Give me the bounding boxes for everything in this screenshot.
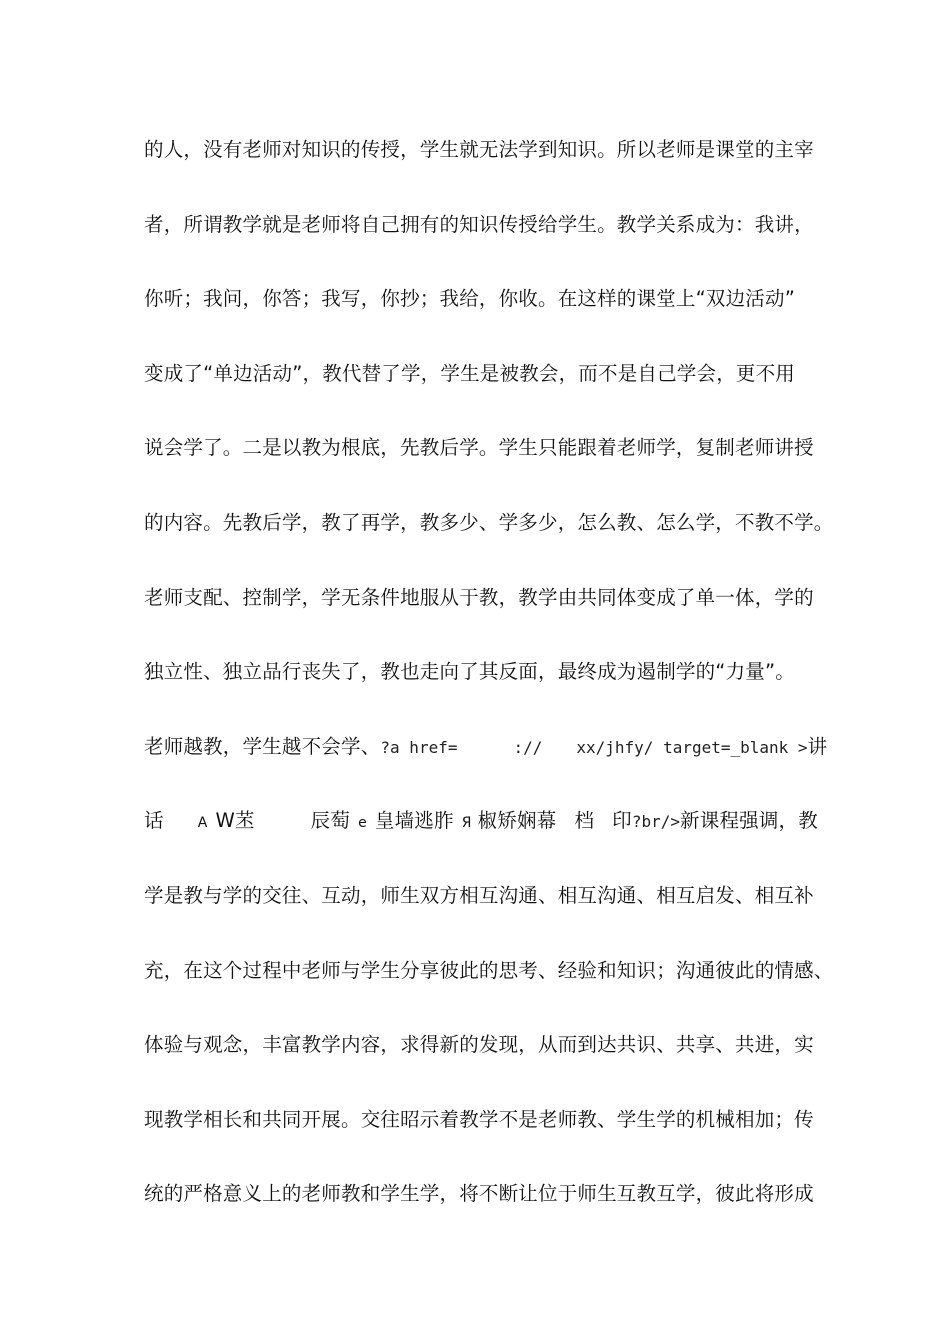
garbled-code: ?a href= bbox=[380, 737, 458, 757]
text-line: 变成了“单边活动”，教代替了学，学生是被教会，而不是自己学会，更不用 bbox=[144, 361, 796, 385]
garbled-prefix: 老师越教，学生越不会学、 bbox=[144, 734, 381, 758]
garbled-seg: W苤 bbox=[215, 809, 255, 833]
garbled-seg: 档 bbox=[574, 809, 595, 833]
garbled-seg: 辰萄 bbox=[310, 809, 351, 833]
text-line: 充，在这个过程中老师与学生分享彼此的思考、经验和知识；沟通彼此的情感、 bbox=[144, 958, 834, 982]
text-line: 的内容。先教后学，教了再学，教多少、学多少，怎么教、怎么学，不教不学。 bbox=[144, 510, 834, 534]
text-line: 学是教与学的交往、互动，师生双方相互沟通、相互沟通、相互启发、相互补 bbox=[144, 883, 814, 907]
text-line: 者，所谓教学就是老师将自己拥有的知识传授给学生。教学关系成为：我讲， bbox=[144, 212, 814, 236]
text-line: 的人，没有老师对知识的传授，学生就无法学到知识。所以老师是课堂的主宰 bbox=[144, 138, 814, 161]
garbled-line-mojibake bbox=[144, 795, 818, 870]
garbled-seg: 印 bbox=[612, 809, 632, 833]
body-text bbox=[144, 124, 834, 1243]
text-line: 老师支配、控制学，学无条件地服从于教，教学由共同体变成了单一体，学的 bbox=[144, 585, 814, 609]
garbled-seg: 新课程强调，教 bbox=[680, 809, 818, 833]
text-line: 说会学了。二是以教为根底，先教后学。学生只能跟着老师学，复制老师讲授 bbox=[144, 436, 814, 460]
garbled-seg: A bbox=[197, 815, 208, 832]
garbled-line-html bbox=[144, 721, 828, 796]
garbled-code: :// bbox=[513, 737, 543, 757]
garbled-seg: 话 bbox=[144, 809, 164, 833]
garbled-suffix: 讲 bbox=[807, 734, 828, 758]
text-line: 统的严格意义上的老师教和学生学，将不断让位于师生互教互学，彼此将形成 bbox=[144, 1182, 814, 1206]
text-line: 体验与观念，丰富教学内容，求得新的发现，从而到达共识、共享、共进，实 bbox=[144, 1033, 814, 1057]
garbled-seg: 皇墙逃胙 bbox=[374, 809, 454, 833]
text-line: 现教学相长和共同开展。交往昭示着教学不是老师教、学生学的机械相加；传 bbox=[144, 1107, 814, 1131]
garbled-code: xx/jhfy/ target=_blank > bbox=[576, 737, 808, 757]
garbled-seg: e bbox=[358, 815, 367, 832]
garbled-seg: 椒矫娴幕 bbox=[477, 809, 557, 833]
text-line: 你听；我问，你答；我写，你抄；我给，你收。在这样的课堂上“双边活动” bbox=[144, 287, 796, 311]
garbled-seg: Я bbox=[461, 815, 472, 832]
text-line: 独立性、独立品行丧失了，教也走向了其反面，最终成为遏制学的“力量”。 bbox=[144, 660, 796, 684]
garbled-code: ?br/> bbox=[631, 812, 681, 832]
